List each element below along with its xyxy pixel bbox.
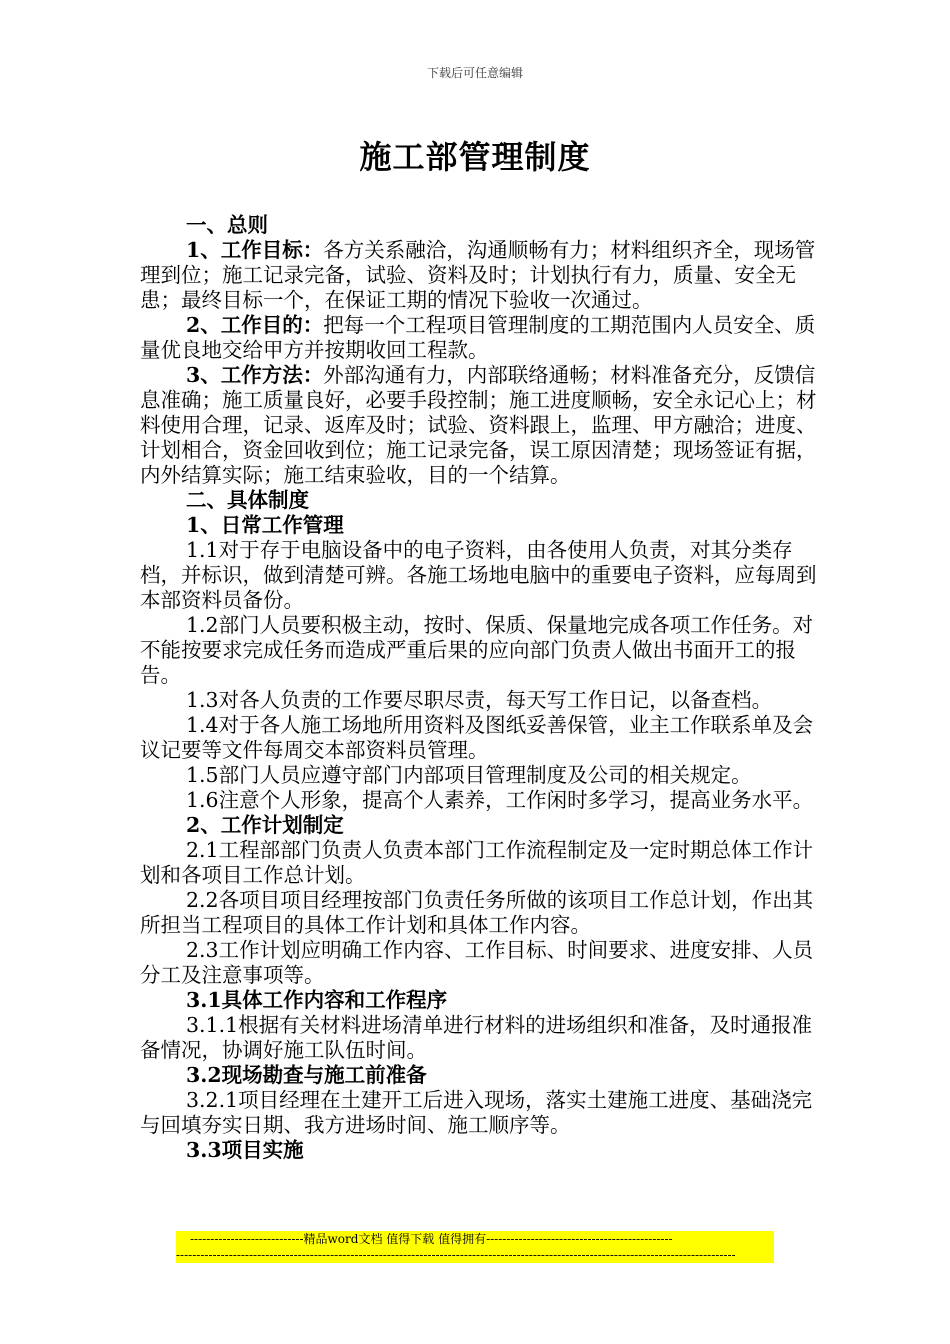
page-header-note: 下载后可任意编辑: [426, 66, 523, 80]
labeled-paragraph: [140, 313, 826, 363]
body-paragraph: 2.3工作计划应明确工作内容、工作目标、时间要求、进度安排、人员分工及注意事项等。: [140, 938, 814, 987]
section-heading: 一、总则: [186, 213, 268, 237]
body-paragraph: 1.1对于存于电脑设备中的电子资料，由各使用人负责，对其分类存档，并标识，做到清楚可辨。各施工场地电脑中的重要电子资料，应每周到本部资料员备份。: [140, 538, 817, 612]
section-heading: 二、具体制度: [186, 488, 309, 512]
body-paragraph: 2.2各项目项目经理按部门负责任务所做的该项目工作总计划，作出其所担当工程项目的具体工作计划和具体工作内容。: [140, 888, 814, 937]
body-paragraph: 1.6注意个人形象，提高个人素养，工作闲时多学习，提高业务水平。: [186, 788, 814, 812]
section-heading: 3.1具体工作内容和工作程序: [186, 988, 448, 1012]
document-body: [140, 213, 826, 1163]
section-heading: 3.3项目实施: [186, 1138, 304, 1162]
section-heading: 2、工作计划制定: [186, 813, 344, 837]
footer-line-1: ----------------------------精品word文档 值得下载 值得拥有----------------------------------------------: [190, 1232, 673, 1246]
paragraph-label: 1、工作目标：: [186, 238, 324, 262]
body-paragraph: 3.1.1根据有关材料进场清单进行材料的进场组织和准备，及时通报准备情况，协调好施工队伍时间。: [140, 1013, 813, 1062]
body-paragraph: 1.3对各人负责的工作要尽职尽责，每天写工作日记，以备查档。: [186, 688, 773, 712]
paragraph-text: 把每一个工程项目管理制度的工期范围内人员安全、质量优良地交给甲方并按期收回工程款。: [140, 313, 816, 362]
labeled-paragraph: [140, 363, 826, 488]
body-paragraph: 1.5部门人员应遵守部门内部项目管理制度及公司的相关规定。: [186, 763, 752, 787]
paragraph-text: 各方关系融洽，沟通顺畅有力；材料组织齐全，现场管理到位；施工记录完备，试验、资料及时；计划执行有力，质量、安全无患；最终目标一个，在保证工期的情况下验收一次通过。: [140, 238, 816, 312]
paragraph-text: 外部沟通有力，内部联络通畅；材料准备充分，反馈信息准确；施工质量良好，必要手段控制；施工进度顺畅，安全永记心上；材料使用合理，记录、返库及时；试验、资料跟上，监理、甲方融洽；进度、计划相合，资金回收到位；施工记录完备，误工原因清楚；现场签证有据，内外结算实际；施工结束验收，目的一个结算。: [140, 363, 817, 487]
body-paragraph: 2.1工程部部门负责人负责本部门工作流程制定及一定时期总体工作计划和各项目工作总计划。: [140, 838, 814, 887]
footer-line-2: ------------------------------------------------------------------------------------------------------------------------------------------: [176, 1248, 736, 1262]
paragraph-label: 2、工作目的：: [186, 313, 324, 337]
section-heading: 3.2现场勘查与施工前准备: [186, 1063, 427, 1087]
labeled-paragraph: [140, 238, 826, 313]
body-paragraph: 1.4对于各人施工场地所用资料及图纸妥善保管，业主工作联系单及会议记要等文件每周交本部资料员管理。: [140, 713, 814, 762]
section-heading: 1、日常工作管理: [186, 513, 344, 537]
body-paragraph: 1.2部门人员要积极主动，按时、保质、保量地完成各项工作任务。对不能按要求完成任务而造成严重后果的应向部门负责人做出书面开工的报告。: [140, 613, 814, 687]
footer-banner: [176, 1231, 774, 1263]
document-title: 施工部管理制度: [359, 138, 591, 176]
body-paragraph: 3.2.1项目经理在土建开工后进入现场，落实土建施工进度、基础浇完与回填夯实日期、我方进场时间、施工顺序等。: [140, 1088, 813, 1137]
paragraph-label: 3、工作方法：: [186, 363, 324, 387]
